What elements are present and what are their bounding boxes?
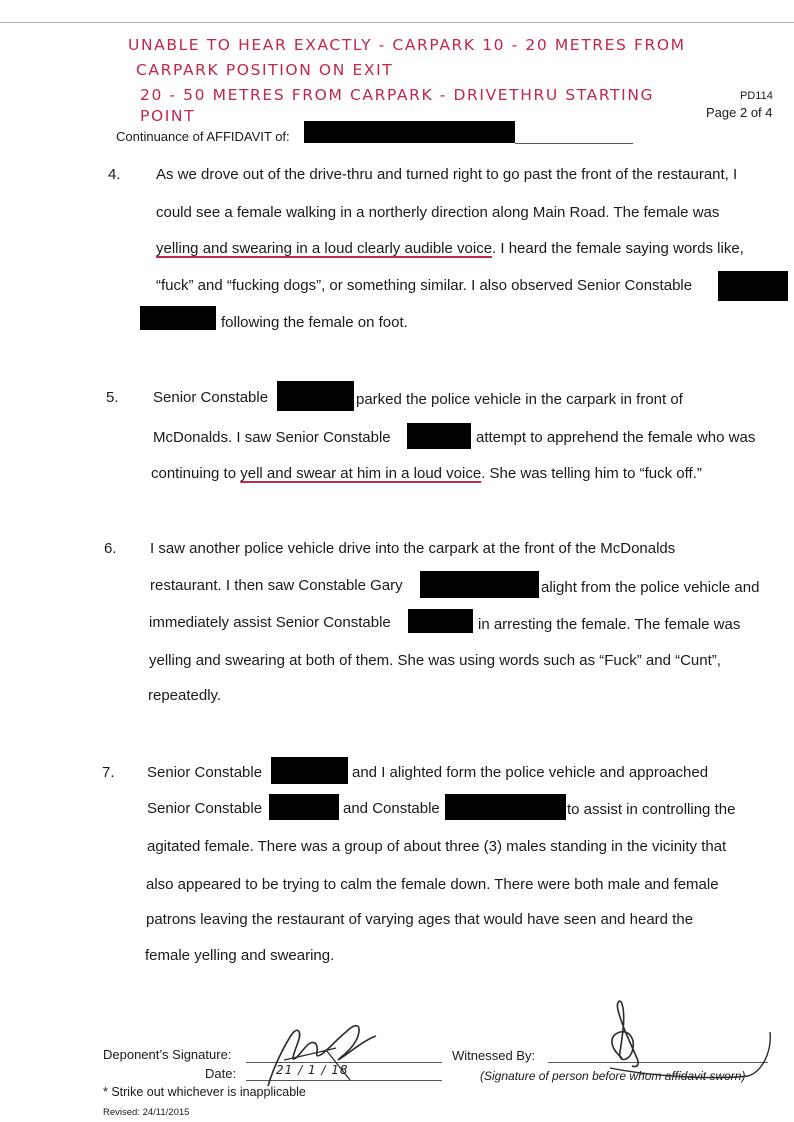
p5-underlined-phrase: yell and swear at him in a loud voice: [240, 465, 482, 482]
p6-line-3b: in arresting the female. The female was: [478, 616, 741, 633]
p6-line-2a: restaurant. I then saw Constable Gary: [150, 577, 403, 594]
p5-line-3: [151, 465, 702, 482]
p7-line-2b: and Constable: [343, 800, 440, 817]
page-number: Page 2 of 4: [706, 105, 773, 120]
paragraph-number: 6.: [104, 540, 117, 557]
revised-date: Revised: 24/11/2015: [103, 1107, 190, 1118]
handwritten-note-line-1: UNABLE TO HEAR EXACTLY - CARPARK 10 - 20 METRES FROM: [128, 36, 686, 54]
p7-line-2a: Senior Constable: [147, 800, 263, 817]
top-rule: [0, 22, 794, 23]
p4-line-2: could see a female walking in a northerly direction along Main Road. The female was: [156, 204, 720, 221]
p6-line-2b: alight from the police vehicle and: [541, 579, 760, 596]
p6-line-4: yelling and swearing at both of them. She was using words such as “Fuck” and “Cunt”,: [149, 652, 721, 669]
witness-label: Witnessed By:: [452, 1048, 536, 1063]
redacted-name: [271, 757, 348, 784]
p5-line-3-pre: continuing to: [151, 465, 241, 482]
paragraph-number: 7.: [102, 764, 115, 781]
deponent-signature-label: Deponent’s Signature:: [103, 1047, 232, 1062]
date-label: Date:: [205, 1066, 237, 1081]
redacted-name: [140, 306, 216, 330]
redacted-name: [408, 609, 473, 633]
p6-line-5: repeatedly.: [148, 687, 222, 704]
p4-line-4: “fuck” and “fucking dogs”, or something similar. I also observed Senior Constable: [156, 277, 693, 294]
p7-line-3: agitated female. There was a group of about three (3) males standing in the vicinity that: [147, 838, 727, 855]
p4-line-3-rest: . I heard the female saying words like,: [492, 240, 744, 257]
redacted-name: [445, 794, 566, 820]
redacted-name: [407, 423, 471, 449]
p5-line-2a: McDonalds. I saw Senior Constable: [153, 429, 391, 446]
continuance-label: Continuance of AFFIDAVIT of:: [116, 129, 290, 144]
strike-out-note: * Strike out whichever is inapplicable: [103, 1085, 306, 1099]
redacted-name: [420, 571, 539, 598]
p4-line-5: following the female on foot.: [221, 314, 408, 331]
p7-line-1a: Senior Constable: [147, 764, 263, 781]
handwritten-note-line-3: 20 - 50 METRES FROM CARPARK - DRIVETHRU STARTING: [140, 86, 655, 104]
p5-line-1a: Senior Constable: [153, 389, 269, 406]
p4-underlined-phrase: yelling and swearing in a loud clearly audible voice: [156, 240, 493, 257]
handwritten-note-line-2: CARPARK POSITION ON EXIT: [136, 61, 394, 79]
redacted-name: [269, 794, 339, 820]
redacted-name: [718, 271, 788, 301]
p4-line-3: [156, 240, 744, 257]
paragraph-number: 5.: [106, 389, 119, 406]
p6-line-3a: immediately assist Senior Constable: [149, 614, 391, 631]
p5-line-3-rest: . She was telling him to “fuck off.”: [481, 465, 702, 482]
p7-line-5: patrons leaving the restaurant of varying ages that would have seen and heard the: [146, 911, 694, 928]
p7-line-2c: to assist in controlling the: [567, 801, 736, 818]
p4-line-1: As we drove out of the drive-thru and turned right to go past the front of the restaurant, I: [156, 166, 738, 183]
form-code: PD114: [740, 90, 773, 102]
p7-line-4: also appeared to be trying to calm the female down. There were both male and female: [146, 876, 719, 893]
paragraph-number: 4.: [108, 166, 121, 183]
deponent-signature-scribble: [240, 1010, 390, 1090]
p5-line-1b: parked the police vehicle in the carpark in front of: [356, 391, 683, 408]
p6-line-1: I saw another police vehicle drive into the carpark at the front of the McDonalds: [150, 540, 676, 557]
witness-caption: (Signature of person before whom affidavit sworn): [480, 1069, 746, 1083]
redacted-name: [277, 381, 354, 411]
handwritten-note-line-4: POINT: [140, 107, 196, 125]
p7-line-6: female yelling and swearing.: [145, 947, 335, 964]
p5-line-2b: attempt to apprehend the female who was: [476, 429, 756, 446]
p7-line-1b: and I alighted form the police vehicle and approached: [352, 764, 709, 781]
handwritten-date: 21 / 1 / 18: [276, 1063, 349, 1077]
witness-signature-scribble: [580, 996, 780, 1086]
redacted-deponent-name: [304, 121, 515, 143]
deponent-name-line: [515, 143, 633, 144]
